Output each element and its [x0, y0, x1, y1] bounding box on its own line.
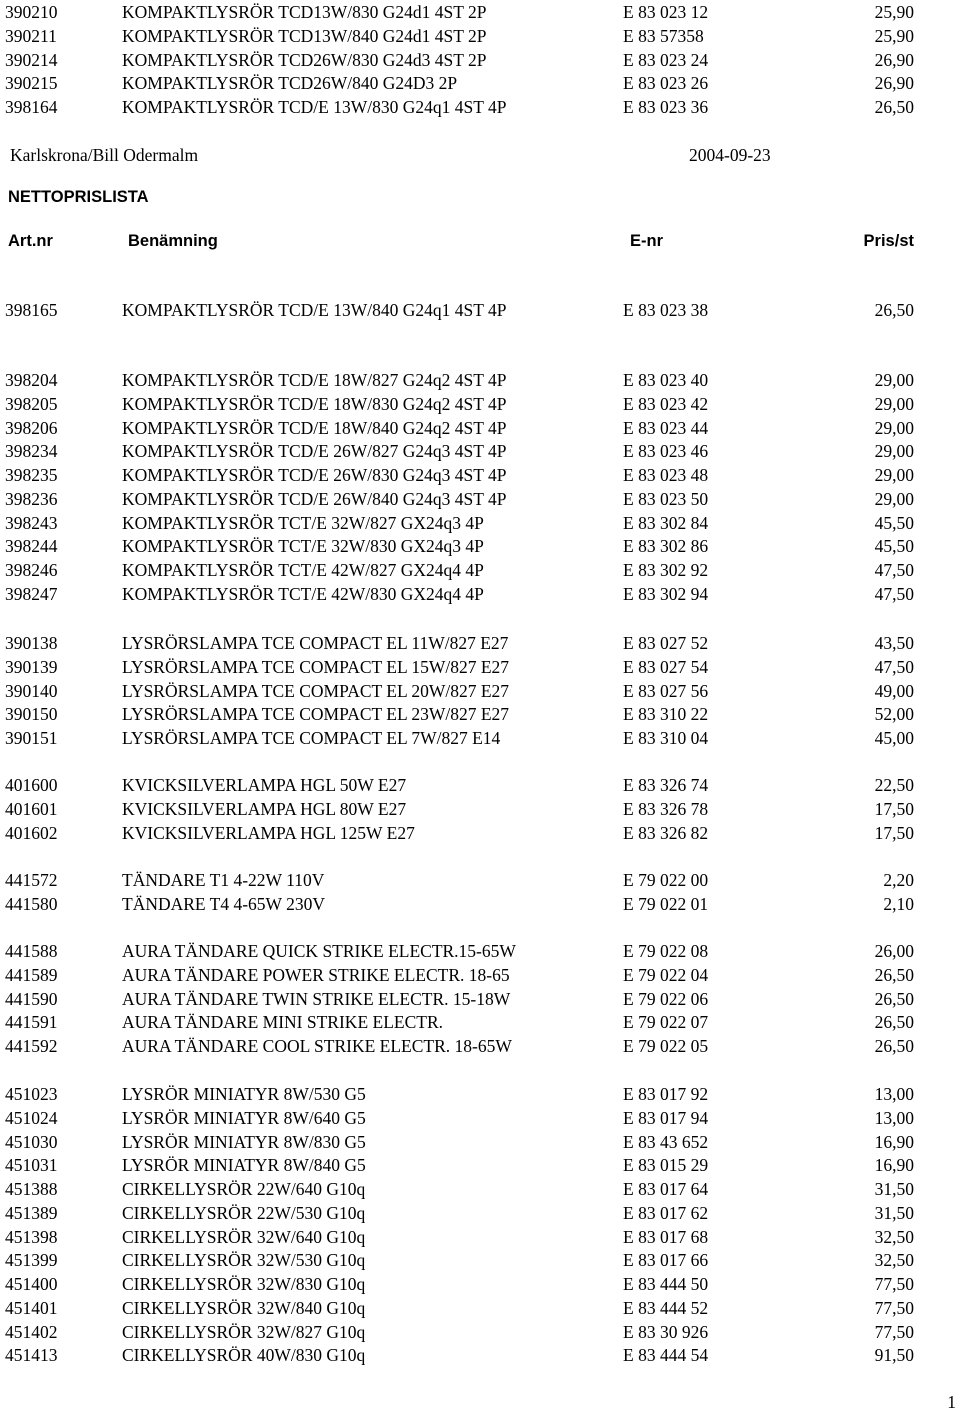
e-number: E 83 57358 — [623, 25, 704, 46]
product-name: KOMPAKTLYSRÖR TCT/E 42W/827 GX24q4 4P — [122, 560, 484, 580]
product-name: KOMPAKTLYSRÖR TCD/E 26W/840 G24q3 4ST 4P — [122, 488, 507, 509]
product-name: KOMPAKTLYSRÖR TCT/E 32W/827 GX24q3 4P — [122, 512, 484, 533]
product-name: KOMPAKTLYSRÖR TCT/E 42W/830 GX24q4 4P — [122, 583, 484, 604]
product-name: KOMPAKTLYSRÖR TCD/E 26W/827 G24q3 4ST 4P — [122, 441, 507, 462]
table-row — [0, 558, 960, 582]
e-number: E 83 017 66 — [623, 1250, 709, 1271]
article-number: 451402 — [5, 1321, 58, 1342]
table-row — [0, 1248, 960, 1272]
table-row — [0, 1153, 960, 1177]
e-number: E 83 017 94 — [623, 1107, 709, 1128]
e-number: E 83 027 52 — [623, 633, 709, 653]
article-number: 451399 — [5, 1250, 58, 1271]
e-number: E 83 30 926 — [623, 1321, 709, 1342]
table-row — [0, 726, 960, 750]
location-label: Karlskrona/Bill Odermalm — [10, 145, 199, 165]
article-number: 398204 — [5, 370, 58, 390]
article-number: 451030 — [5, 1131, 58, 1152]
table-row — [0, 511, 960, 535]
product-name: CIRKELLYSRÖR 32W/640 G10q — [122, 1226, 366, 1247]
e-number: E 83 017 68 — [623, 1226, 709, 1247]
e-number: E 79 022 00 — [623, 870, 709, 890]
table-row — [0, 1225, 960, 1249]
product-name: KOMPAKTLYSRÖR TCD/E 13W/840 G24q1 4ST 4P — [122, 300, 507, 320]
unit-price: 32,50 — [874, 1226, 914, 1247]
article-number: 398206 — [5, 417, 58, 438]
unit-price: 47,50 — [874, 583, 914, 604]
unit-price: 29,00 — [874, 465, 914, 485]
article-number: 398244 — [5, 536, 58, 557]
e-number: E 83 023 26 — [623, 73, 709, 94]
e-number: E 83 326 82 — [623, 822, 709, 843]
table-row — [0, 892, 960, 916]
article-number: 390139 — [5, 656, 58, 677]
article-number: 441590 — [5, 988, 58, 1009]
unit-price: 29,00 — [874, 393, 914, 414]
article-number: 451388 — [5, 1179, 58, 1199]
e-number: E 83 023 48 — [623, 465, 709, 485]
e-number: E 83 027 54 — [623, 656, 709, 677]
unit-price: 26,90 — [874, 49, 914, 70]
table-row — [0, 987, 960, 1011]
table-row — [0, 1010, 960, 1034]
product-name: KVICKSILVERLAMPA HGL 125W E27 — [122, 822, 415, 843]
article-number: 398236 — [5, 488, 58, 509]
unit-price: 91,50 — [874, 1345, 914, 1366]
unit-price: 45,50 — [874, 512, 914, 533]
e-number: E 83 017 62 — [623, 1202, 709, 1223]
product-name: KVICKSILVERLAMPA HGL 50W E27 — [122, 775, 407, 795]
e-number: E 79 022 01 — [623, 893, 709, 914]
article-number: 401600 — [5, 775, 58, 795]
article-number: 398243 — [5, 512, 58, 533]
product-name: AURA TÄNDARE QUICK STRIKE ELECTR.15-65W — [122, 941, 516, 961]
e-number: E 83 023 36 — [623, 97, 709, 118]
e-number: E 79 022 07 — [623, 1012, 709, 1033]
product-name: KOMPAKTLYSRÖR TCD26W/830 G24d3 4ST 2P — [122, 49, 487, 70]
product-name: LYSRÖRSLAMPA TCE COMPACT EL 20W/827 E27 — [122, 680, 510, 701]
product-name: TÄNDARE T1 4-22W 110V — [122, 870, 325, 890]
table-row — [0, 679, 960, 703]
e-number: E 83 017 64 — [623, 1179, 709, 1199]
unit-price: 13,00 — [874, 1107, 914, 1128]
product-name: KOMPAKTLYSRÖR TCD/E 18W/830 G24q2 4ST 4P — [122, 393, 507, 414]
e-number: E 83 023 46 — [623, 441, 709, 462]
column-header-name: Benämning — [128, 232, 218, 250]
article-number: 451024 — [5, 1107, 58, 1128]
e-number: E 83 023 44 — [623, 417, 709, 438]
unit-price: 26,50 — [874, 97, 914, 118]
table-row — [0, 24, 960, 48]
product-name: TÄNDARE T4 4-65W 230V — [122, 893, 326, 914]
e-number: E 79 022 08 — [623, 941, 709, 961]
e-number: E 83 302 94 — [623, 583, 709, 604]
table-row — [0, 939, 960, 963]
unit-price: 49,00 — [874, 680, 914, 701]
product-name: CIRKELLYSRÖR 40W/830 G10q — [122, 1345, 366, 1366]
unit-price: 25,90 — [874, 2, 914, 22]
e-number: E 83 023 24 — [623, 49, 709, 70]
unit-price: 2,10 — [883, 893, 914, 914]
product-name: CIRKELLYSRÖR 22W/530 G10q — [122, 1202, 366, 1223]
article-number: 451023 — [5, 1084, 58, 1104]
unit-price: 31,50 — [874, 1202, 914, 1223]
table-row — [0, 963, 960, 987]
unit-price: 22,50 — [874, 775, 914, 795]
product-name: KVICKSILVERLAMPA HGL 80W E27 — [122, 798, 407, 819]
article-number: 390210 — [5, 2, 58, 22]
unit-price: 29,00 — [874, 370, 914, 390]
unit-price: 17,50 — [874, 798, 914, 819]
unit-price: 17,50 — [874, 822, 914, 843]
article-number: 390211 — [5, 25, 57, 46]
unit-price: 77,50 — [874, 1297, 914, 1318]
unit-price: 29,00 — [874, 441, 914, 462]
article-number: 441588 — [5, 941, 58, 961]
article-number: 441591 — [5, 1012, 58, 1033]
unit-price: 31,50 — [874, 1179, 914, 1199]
document-date: 2004-09-23 — [689, 145, 771, 165]
e-number: E 83 444 54 — [623, 1345, 709, 1366]
article-number: 441572 — [5, 870, 58, 890]
product-name: CIRKELLYSRÖR 32W/840 G10q — [122, 1297, 366, 1318]
unit-price: 32,50 — [874, 1250, 914, 1271]
table-row — [0, 797, 960, 821]
e-number: E 83 310 22 — [623, 704, 709, 725]
product-name: AURA TÄNDARE TWIN STRIKE ELECTR. 15-18W — [122, 988, 511, 1009]
unit-price: 26,50 — [874, 988, 914, 1009]
table-row — [0, 487, 960, 511]
article-number: 451400 — [5, 1274, 58, 1294]
product-name: KOMPAKTLYSRÖR TCD13W/840 G24d1 4ST 2P — [122, 25, 487, 46]
e-number: E 83 310 04 — [623, 728, 709, 748]
article-number: 451413 — [5, 1345, 58, 1366]
e-number: E 83 015 29 — [623, 1155, 709, 1176]
article-number: 451401 — [5, 1297, 58, 1318]
product-name: LYSRÖR MINIATYR 8W/840 G5 — [122, 1155, 366, 1176]
unit-price: 29,00 — [874, 488, 914, 509]
product-name: KOMPAKTLYSRÖR TCT/E 32W/830 GX24q3 4P — [122, 536, 484, 557]
e-number: E 83 017 92 — [623, 1084, 709, 1104]
table-row — [0, 48, 960, 72]
e-number: E 83 023 40 — [623, 370, 709, 390]
column-header-enr: E-nr — [630, 232, 663, 250]
article-number: 390150 — [5, 704, 58, 725]
table-row — [0, 655, 960, 679]
article-number: 390151 — [5, 728, 58, 748]
product-name: AURA TÄNDARE MINI STRIKE ELECTR. — [122, 1012, 443, 1033]
e-number: E 83 444 50 — [623, 1274, 709, 1294]
table-row — [0, 1106, 960, 1130]
unit-price: 13,00 — [874, 1084, 914, 1104]
article-number: 451398 — [5, 1226, 58, 1247]
unit-price: 26,50 — [874, 300, 914, 320]
table-row — [0, 368, 960, 392]
unit-price: 45,50 — [874, 536, 914, 557]
article-number: 398165 — [5, 300, 58, 320]
article-number: 398234 — [5, 441, 58, 462]
product-name: CIRKELLYSRÖR 32W/530 G10q — [122, 1250, 366, 1271]
unit-price: 52,00 — [874, 704, 914, 725]
table-row — [0, 868, 960, 892]
table-row — [0, 1130, 960, 1154]
article-number: 441589 — [5, 964, 58, 985]
e-number: E 83 43 652 — [623, 1131, 709, 1152]
article-number: 390140 — [5, 680, 58, 701]
product-name: AURA TÄNDARE POWER STRIKE ELECTR. 18-65 — [122, 964, 510, 985]
unit-price: 43,50 — [874, 633, 914, 653]
document-title: NETTOPRISLISTA — [8, 188, 149, 206]
table-row — [0, 1320, 960, 1344]
product-name: AURA TÄNDARE COOL STRIKE ELECTR. 18-65W — [122, 1036, 512, 1056]
product-name: LYSRÖR MINIATYR 8W/640 G5 — [122, 1107, 366, 1128]
e-number: E 79 022 06 — [623, 988, 709, 1009]
e-number: E 83 023 12 — [623, 2, 709, 22]
e-number: E 83 302 92 — [623, 560, 709, 580]
product-name: LYSRÖRSLAMPA TCE COMPACT EL 11W/827 E27 — [122, 633, 509, 653]
article-number: 398247 — [5, 583, 58, 604]
e-number: E 79 022 04 — [623, 964, 709, 985]
product-name: LYSRÖRSLAMPA TCE COMPACT EL 23W/827 E27 — [122, 704, 510, 725]
article-number: 398164 — [5, 97, 58, 118]
table-row — [0, 392, 960, 416]
e-number: E 83 444 52 — [623, 1297, 709, 1318]
article-number: 441592 — [5, 1036, 58, 1056]
unit-price: 29,00 — [874, 417, 914, 438]
table-row — [0, 439, 960, 463]
article-number: 398205 — [5, 393, 58, 414]
article-number: 390214 — [5, 49, 58, 70]
product-name: KOMPAKTLYSRÖR TCD/E 13W/830 G24q1 4ST 4P — [122, 97, 507, 118]
article-number: 398246 — [5, 560, 58, 580]
unit-price: 45,00 — [874, 728, 914, 748]
e-number: E 83 027 56 — [623, 680, 709, 701]
e-number: E 83 023 38 — [623, 300, 709, 320]
article-number: 390138 — [5, 633, 58, 653]
product-name: KOMPAKTLYSRÖR TCD/E 18W/840 G24q2 4ST 4P — [122, 417, 507, 438]
article-number: 451031 — [5, 1155, 58, 1176]
product-name: LYSRÖR MINIATYR 8W/530 G5 — [122, 1084, 366, 1104]
article-number: 390215 — [5, 73, 58, 94]
product-name: CIRKELLYSRÖR 22W/640 G10q — [122, 1179, 366, 1199]
table-row — [0, 298, 960, 322]
table-row — [0, 773, 960, 797]
article-number: 401602 — [5, 822, 58, 843]
e-number: E 79 022 05 — [623, 1036, 709, 1056]
unit-price: 2,20 — [883, 870, 914, 890]
product-name: LYSRÖRSLAMPA TCE COMPACT EL 15W/827 E27 — [122, 656, 510, 677]
table-row — [0, 1296, 960, 1320]
table-row — [0, 534, 960, 558]
product-name: CIRKELLYSRÖR 32W/827 G10q — [122, 1321, 366, 1342]
table-row — [0, 0, 960, 24]
table-row — [0, 702, 960, 726]
e-number: E 83 302 84 — [623, 512, 709, 533]
table-row — [0, 95, 960, 119]
e-number: E 83 326 74 — [623, 775, 709, 795]
unit-price: 26,90 — [874, 73, 914, 94]
product-name: KOMPAKTLYSRÖR TCD/E 26W/830 G24q3 4ST 4P — [122, 465, 507, 485]
unit-price: 77,50 — [874, 1274, 914, 1294]
table-row — [0, 1082, 960, 1106]
page-number: 1 — [947, 1392, 956, 1412]
table-row — [0, 71, 960, 95]
e-number: E 83 326 78 — [623, 798, 709, 819]
e-number: E 83 302 86 — [623, 536, 709, 557]
table-row — [0, 821, 960, 845]
article-number: 441580 — [5, 893, 58, 914]
article-number: 401601 — [5, 798, 58, 819]
article-number: 398235 — [5, 465, 58, 485]
table-row — [0, 1201, 960, 1225]
e-number: E 83 023 42 — [623, 393, 709, 414]
unit-price: 16,90 — [874, 1131, 914, 1152]
table-row — [0, 463, 960, 487]
table-row — [0, 1034, 960, 1058]
product-name: CIRKELLYSRÖR 32W/830 G10q — [122, 1274, 366, 1294]
column-header-art: Art.nr — [8, 232, 53, 250]
unit-price: 26,50 — [874, 1036, 914, 1056]
table-row — [0, 1177, 960, 1201]
unit-price: 26,00 — [874, 941, 914, 961]
unit-price: 47,50 — [874, 656, 914, 677]
product-name: LYSRÖRSLAMPA TCE COMPACT EL 7W/827 E14 — [122, 728, 501, 748]
table-row — [0, 416, 960, 440]
unit-price: 26,50 — [874, 964, 914, 985]
product-name: KOMPAKTLYSRÖR TCD/E 18W/827 G24q2 4ST 4P — [122, 370, 507, 390]
unit-price: 25,90 — [874, 25, 914, 46]
unit-price: 26,50 — [874, 1012, 914, 1033]
product-name: KOMPAKTLYSRÖR TCD13W/830 G24d1 4ST 2P — [122, 2, 487, 22]
table-row — [0, 631, 960, 655]
e-number: E 83 023 50 — [623, 488, 709, 509]
article-number: 451389 — [5, 1202, 58, 1223]
unit-price: 47,50 — [874, 560, 914, 580]
table-row — [0, 582, 960, 606]
product-name: KOMPAKTLYSRÖR TCD26W/840 G24D3 2P — [122, 73, 458, 94]
table-row — [0, 1272, 960, 1296]
table-row — [0, 1343, 960, 1367]
unit-price: 77,50 — [874, 1321, 914, 1342]
unit-price: 16,90 — [874, 1155, 914, 1176]
column-header-price: Pris/st — [863, 232, 914, 250]
product-name: LYSRÖR MINIATYR 8W/830 G5 — [122, 1131, 366, 1152]
